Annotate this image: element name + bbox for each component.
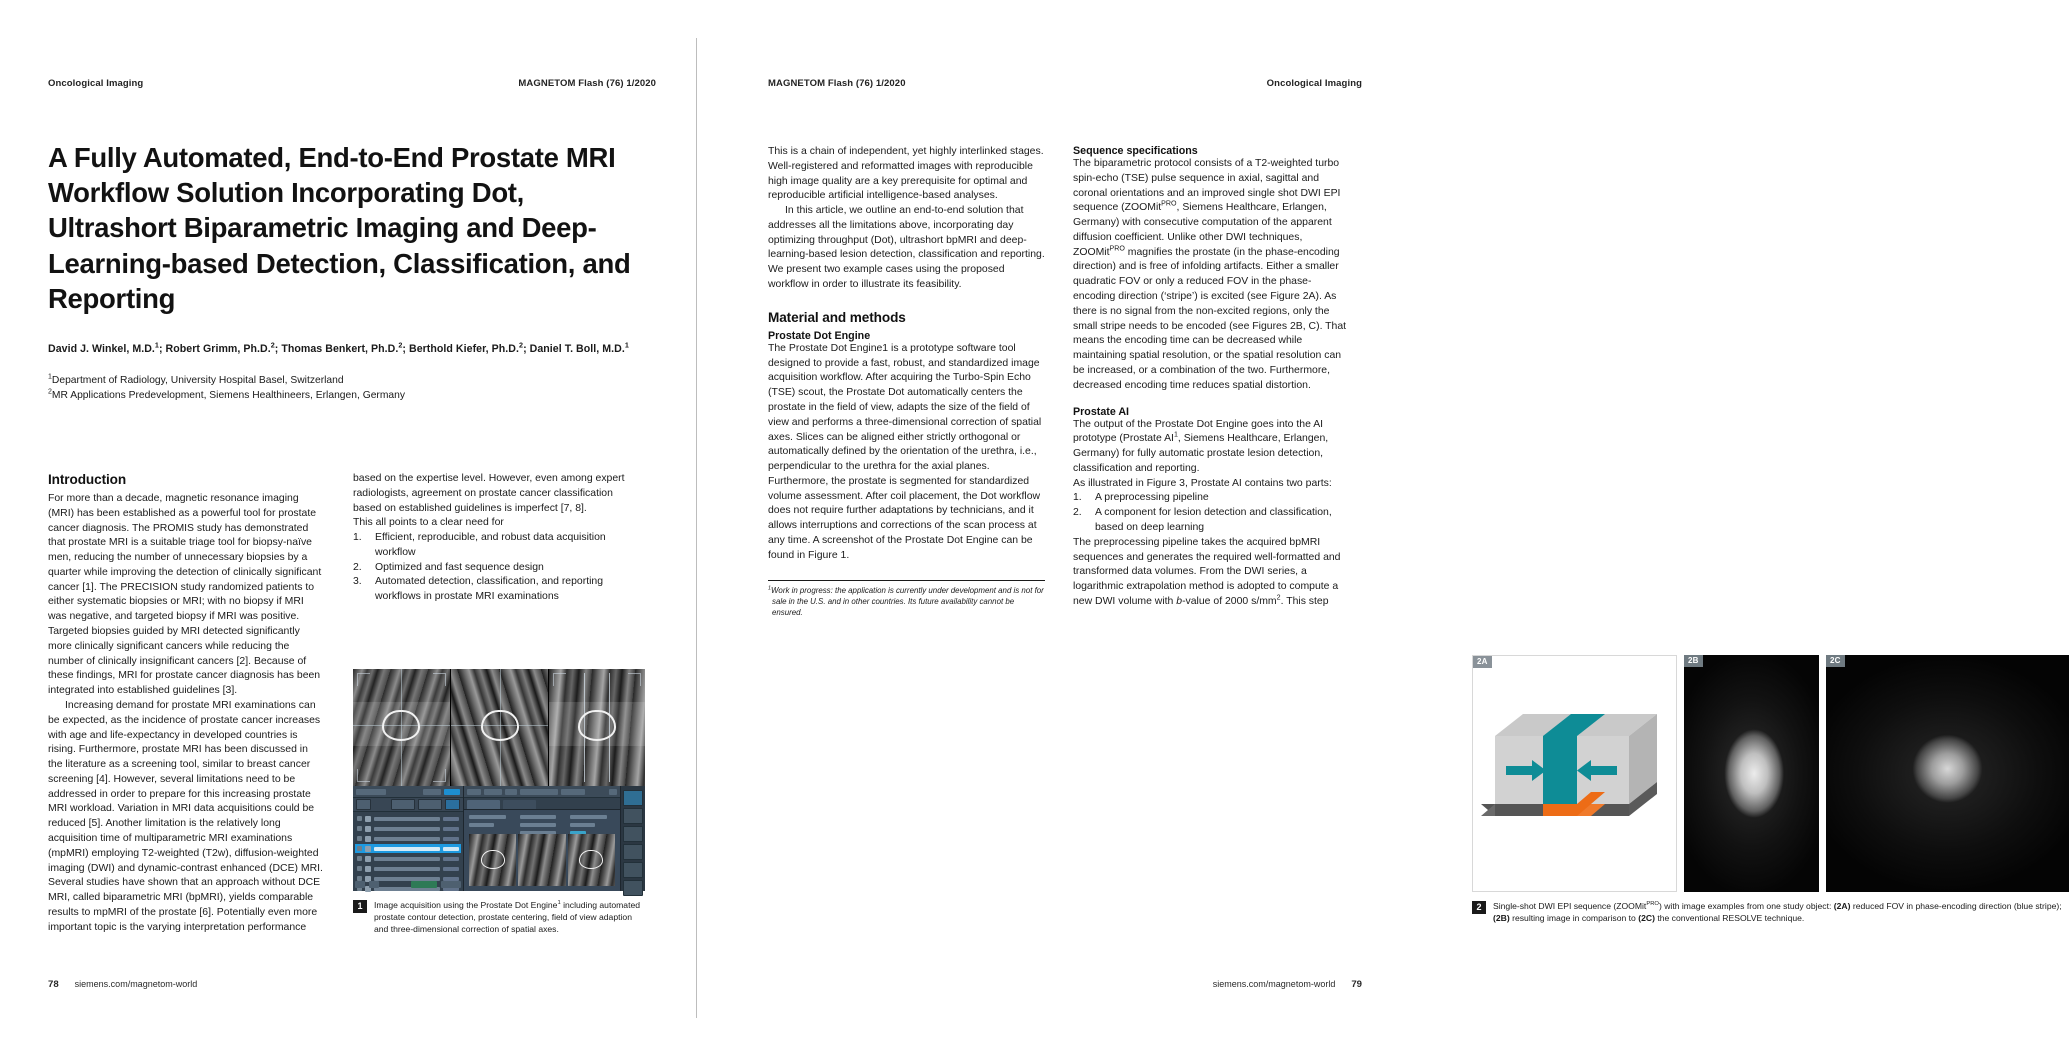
toolbar-button-active[interactable] (445, 799, 460, 810)
running-head-issue: MAGNETOM Flash (76) 1/2020 (518, 78, 656, 89)
rail-button-patient[interactable] (623, 826, 643, 842)
row-index (357, 856, 362, 861)
page-number: 78 (48, 979, 59, 990)
right-page-columns (768, 145, 1365, 618)
footnote: $^1$Work in progress: the application is currently under development and is not for sale in the U.S. and in other countries. Its future availability cannot be ensured. (768, 584, 1044, 617)
left-page-column-1 (48, 472, 325, 935)
figure-2c-image (1826, 655, 2069, 892)
right-page-column-1 (768, 145, 1045, 618)
list-item (1073, 491, 1350, 506)
row-index (357, 826, 362, 831)
dot-engine-paragraph: The Prostate Dot Engine1 is a prototype software tool designed to provide a fast, robust, and standardized image acquisition workflow. After acquiring the Turbo-Spin Echo (TSE) scout, the Prostate Dot automatically centers the prostate in the field of view, adapts the size of the field of view and performs a three-dimensional correction of spatial axes. Slices can be aligned either strictly orthogonal or automatically defined by the orientation of the urethra, i.e., perpendicular to the urethra for the axial planes. Furthermore, the prostate is segmented for standardized volume assessment. After coil placement, the Dot workflow does not require further adaptations by technicians, and it allows interruptions and corrections of the scan process at any time. A screenshot of the Prostate Dot Engine can be found in Figure 1. (768, 342, 1042, 561)
toolbar-button[interactable] (391, 799, 415, 810)
step-label (374, 857, 440, 861)
fov-corner-marker (433, 769, 446, 782)
step-duration (443, 857, 459, 861)
parameter-header-bar (464, 786, 620, 798)
parameter-row (570, 815, 607, 819)
reduced-fov-diagram (1495, 714, 1657, 834)
footer-url: siemens.com/magnetom-world (74, 979, 198, 989)
rail-button-window[interactable] (623, 808, 643, 824)
row-index (357, 866, 362, 871)
pencil-icon[interactable] (356, 799, 371, 810)
figure-2-number: 2 (1472, 901, 1486, 914)
article-title: A Fully Automated, End-to-End Prostate MRI Workflow Solution Incorporating Dot, Ultrashort Biparametric Imaging and Deep-Learning-based Detection, Classification, and Reporting (48, 142, 631, 314)
viewer-pane-sagittal[interactable] (549, 669, 645, 786)
prostate-ai-paragraph-1: The output of the Prostate Dot Engine goes into the AI prototype (Prostate $AI^1$, Siemens Healthcare, Erlangen, Germany) for fully automatic prostate lesion detection, classification and reporting. (1073, 418, 1329, 474)
parameter-tab-row (464, 798, 620, 810)
figure-2-caption-text: Single-shot DWI EPI sequence (ZOOMit$^{PRO}$) with image examples from one study object: (2A) reduced FOV in phase-encoding direction (blue stripe); (2B) resulting image in comparison to (2C) the conventional RESOLVE technique. (1493, 901, 2062, 924)
fov-corner-marker (628, 673, 641, 686)
figure-2a-diagram (1472, 655, 1677, 892)
step-duration (443, 847, 459, 851)
step-icon (365, 846, 371, 852)
parameter-row (520, 815, 557, 819)
parameter-panel (463, 786, 620, 891)
page-number: 79 (1351, 979, 1362, 990)
fov-corner-marker (357, 769, 370, 782)
rail-button-layout[interactable] (623, 790, 643, 806)
footnote-text: Work in progress: the application is currently under development and is not for sale in the U.S. and in other countries. Its future availability cannot be ensured. (770, 585, 1044, 617)
figure-1-number: 1 (353, 900, 367, 913)
right-tool-rail (620, 786, 645, 891)
step-label (374, 847, 440, 851)
list-item (353, 561, 630, 576)
panel-label-2a: 2A (1473, 656, 1492, 668)
fov-corner-marker (433, 673, 446, 686)
queue-footer-buttons (355, 880, 461, 889)
list-text: A preprocessing pipeline (1095, 492, 1209, 504)
tab-routine[interactable] (467, 800, 500, 809)
viewer-pane-coronal[interactable] (353, 669, 451, 786)
queue-header-bar (353, 786, 463, 798)
figure-1 (353, 669, 645, 936)
dot-control-panel (353, 786, 645, 891)
step-duration (443, 837, 459, 841)
list-number: 1. (353, 532, 362, 544)
reference-thumbnail-row (469, 834, 615, 886)
prostate-ai-paragraph-2: The preprocessing pipeline takes the acquired bpMRI sequences and generates the required well-formatted and transformed data volumes. From the DWI series, a logarithmic extrapolation method is adopted to compute a new DWI volume with b-value of 2000 $s/mm^2$. This step (1073, 536, 1341, 607)
panel-label-2b: 2B (1684, 655, 1703, 667)
list-item (353, 531, 630, 561)
parameter-row (469, 823, 494, 827)
phase-encode-marker (1543, 804, 1577, 816)
footer-left-page (48, 979, 197, 990)
prostate-contour-overlay (382, 710, 420, 741)
dot-engine-heading: Prostate Dot Engine (768, 329, 871, 342)
running-head-section: Oncological Imaging (48, 78, 144, 89)
queue-info-chip (423, 789, 441, 795)
footer-button[interactable] (355, 881, 365, 888)
list-item[interactable] (355, 814, 461, 823)
prostate-contour-overlay (481, 710, 519, 741)
list-text: Efficient, reproducible, and robust data acquisition workflow (375, 532, 606, 558)
prostate-ai-heading: Prostate AI (1073, 405, 1130, 418)
list-text: Automated detection, classification, and reporting workflows in prostate MRI examinations (375, 576, 604, 603)
list-number: 1. (1073, 492, 1082, 504)
queue-title-chip (356, 789, 386, 795)
list-item[interactable] (355, 864, 461, 873)
continuation-paragraph: This is a chain of independent, yet highly interlinked stages. Well-registered and reformatted images with reproducible high image quality are a key prerequisite for optimal and reproducible artificial intelligence-based analyses. (768, 146, 1044, 202)
panel-label-2c: 2C (1826, 655, 1845, 667)
step-label (374, 827, 440, 831)
page-gutter-divider (696, 38, 697, 1018)
header-chip (505, 789, 517, 795)
author-list: David J. Winkel, M.D.$^1$; Robert Grimm, Ph.D.$^2$; Thomas Benkert, Ph.D.$^2$; Berthold Kiefer, Ph.D.$^2$; Daniel T. Boll, M.D.$^1$ (48, 340, 629, 355)
tab-parameters[interactable] (503, 800, 536, 809)
continuation-paragraph: based on the expertise level. However, even among expert radiologists, agreement on prostate cancer classification based on established guidelines is imperfect [7, 8]. (353, 473, 625, 514)
dwi-zoomit-image (1684, 655, 1819, 892)
list-number: 2. (1073, 507, 1082, 519)
overview-paragraph: In this article, we outline an end-to-end solution that addresses all the limitations above, incorporating day optimizing throughput (Dot), ultrashort bpMRI and deep-learning-based lesion detection, classification and reporting. We present two example cases using the proposed workflow in order to illustrate its feasibility. (768, 205, 1045, 291)
right-page-column-2 (1073, 145, 1350, 618)
list-text: Optimized and fast sequence design (375, 561, 544, 573)
figure-2b-image (1684, 655, 1819, 892)
queue-status-chip[interactable] (444, 789, 460, 795)
affiliation-2: $^2$MR Applications Predevelopment, Siemens Healthineers, Erlangen, Germany (48, 388, 406, 401)
figure-2-panels (1472, 655, 2069, 892)
prostate-dot-engine-screenshot (353, 669, 645, 891)
footer-right-page (1213, 979, 1362, 990)
excited-stripe (1543, 736, 1577, 804)
running-head-right-page (768, 78, 1362, 92)
ai-list-lead: As illustrated in Figure 3, Prostate AI contains two parts: (1073, 477, 1332, 489)
rail-button-more[interactable] (623, 880, 643, 896)
step-icon (365, 826, 371, 832)
header-chip[interactable] (609, 789, 617, 795)
step-icon (365, 866, 371, 872)
figure-1-caption-text: Image acquisition using the Prostate Dot Engine$^1$ including automated prostate contour detection, prostate centering, field of view adaption and three-dimensional correction of spatial axes. (374, 900, 641, 935)
dwi-resolve-image (1826, 655, 2069, 892)
fov-corner-marker (553, 673, 566, 686)
step-duration (443, 827, 459, 831)
header-chip (484, 789, 502, 795)
running-head-left-page (48, 78, 656, 92)
page-78 (0, 0, 704, 1056)
thumbnail-coronal[interactable] (469, 834, 516, 886)
running-head-section: Oncological Imaging (1266, 78, 1362, 89)
list-text: A component for lesion detection and classification, based on deep learning (1095, 507, 1332, 533)
affiliation-1: $^1$Department of Radiology, University Hospital Basel, Switzerland (48, 373, 344, 386)
affiliations (48, 373, 656, 403)
methods-heading: Material and methods (768, 309, 906, 325)
list-item[interactable] (355, 824, 461, 833)
queue-toolbar (353, 798, 463, 812)
page-79 (704, 0, 2062, 1056)
list-item[interactable] (355, 854, 461, 863)
fov-corner-marker (357, 673, 370, 686)
step-duration (443, 867, 459, 871)
parameter-row (469, 815, 506, 819)
footnote-divider (768, 580, 1045, 581)
sequence-heading: Sequence specifications (1073, 145, 1198, 157)
list-item[interactable] (355, 834, 461, 843)
list-item (1073, 506, 1350, 536)
row-index (357, 836, 362, 841)
header-chip (561, 789, 585, 795)
parameter-row (570, 823, 595, 827)
figure-2-caption (1472, 900, 2069, 924)
footer-button[interactable] (441, 881, 461, 888)
row-index (357, 846, 362, 851)
step-duration (443, 817, 459, 821)
dot-viewer-row (353, 669, 645, 786)
step-icon (365, 856, 371, 862)
list-item-selected[interactable] (355, 844, 461, 853)
intro-heading: Introduction (48, 472, 127, 487)
viewer-pane-axial[interactable] (451, 669, 550, 786)
protocol-queue-panel (353, 786, 463, 891)
toolbar-button[interactable] (418, 799, 442, 810)
running-head-issue: MAGNETOM Flash (76) 1/2020 (768, 78, 906, 89)
row-index (357, 816, 362, 821)
thumbnail-sagittal[interactable] (568, 834, 615, 886)
sequence-paragraph: The biparametric protocol consists of a T2-weighted turbo spin-echo (TSE) pulse sequence in axial, sagittal and coronal orientations and an improved single shot DWI EPI sequence (ZOOMit$^{PRO}$, Siemens Healthcare, Erlangen, Germany) with consecutive computation of the apparent diffusion coefficient. Unlike other DWI techniques, ZOOMit$^{PRO}$ magnifies the prostate (in the phase-encoding direction) and is free of infolding artifacts. Either a smaller quadratic FOV or only a reduced FOV in the phase-encoding direction (‘stripe’) is excited (see Figure 2A). As there is no signal from the non-excited regions, only the small stripe needs to be encoded (see Figures 2B, C). That means the encoding time can be decreased while maintaining spatial resolution, or the spatial resolution can be increased, or a combination of the two. Furthermore, decreased encoding time reduces spatial distortion. (1073, 158, 1347, 391)
start-measurement-button[interactable] (411, 881, 437, 888)
needs-list-lead: This all points to a clear need for (353, 517, 504, 529)
needs-list (353, 531, 630, 605)
footer-button[interactable] (369, 881, 379, 888)
footer-url: siemens.com/magnetom-world (1212, 979, 1336, 989)
step-icon (365, 816, 371, 822)
header-chip (467, 789, 481, 795)
thumbnail-axial[interactable] (518, 834, 565, 886)
list-item (353, 575, 630, 605)
figure-2 (1472, 655, 2069, 924)
prostate-contour-overlay (481, 850, 505, 869)
header-chip (520, 789, 558, 795)
intro-paragraph-2: Increasing demand for prostate MRI examinations can be expected, as the incidence of prostate cancer increases with age and life-expectancy in developed countries is rising. Furthermore, prostate MRI has been discussed in the literature as a screening tool, similar to breast cancer screening [4]. However, several limitations need to be addressed in order to prepare for this increasing prostate MRI workload. Variation in MRI data acquisitions could be reduced [5]. Another limitation is the relatively long acquisition time of multiparametric MRI examinations (mpMRI) employing T2-weighted (T2w), diffusion-weighted imaging (DWI) and dynamic-contrast enhanced (DCE) MRI. Several studies have shown that an approach without DCE MRI, called biparametric MRI (bpMRI), yields comparable results to mpMRI of the prostate [6]. Potentially even more important topic is the varying interpretation performance (48, 699, 323, 933)
prostate-ai-parts-list (1073, 491, 1350, 535)
parameter-row (520, 823, 557, 827)
step-label (374, 867, 440, 871)
list-number: 2. (353, 561, 362, 573)
figure-1-caption (353, 899, 645, 936)
rail-button-measure[interactable] (623, 844, 643, 860)
prostate-contour-overlay (579, 850, 603, 869)
list-number: 3. (353, 576, 362, 588)
step-label (374, 837, 440, 841)
rail-button-tools[interactable] (623, 862, 643, 878)
step-label (374, 817, 440, 821)
intro-paragraph-1: For more than a decade, magnetic resonance imaging (MRI) has been established as a powerful tool for prostate cancer diagnosis. The PROMIS study has demonstrated that prostate MRI is a suitable triage tool for biopsy-naïve men, reducing the number of unnecessary biopsies by a quarter while improving the detection of clinically significant cancer [1]. The PRECISION study randomized patients to either systematic biopsies or MRI; with no biopsy if MRI was negative, and targeted biopsy if MRI was positive. Targeted biopsies guided by MRI detected significantly more clinically significant cancers while reducing the number of clinically insignificant cancers [2]. Because of these findings, MRI for prostate cancer diagnosis has been integrated into established guidelines [3]. (48, 493, 322, 697)
prostate-contour-overlay (578, 710, 616, 741)
step-icon (365, 836, 371, 842)
